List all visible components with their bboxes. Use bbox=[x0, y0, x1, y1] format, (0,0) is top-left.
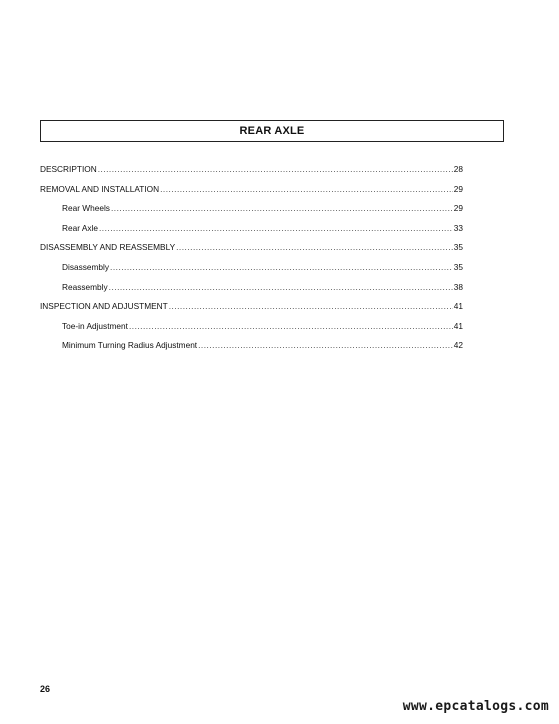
toc-entry-label: DESCRIPTION bbox=[40, 164, 97, 174]
toc-entry-label: Reassembly bbox=[62, 281, 108, 292]
toc-entry-label: INSPECTION AND ADJUSTMENT bbox=[40, 301, 168, 312]
toc-leader-dots bbox=[110, 262, 453, 272]
toc-entry-page: 35 bbox=[453, 261, 463, 272]
toc-entry-label: DISASSEMBLY AND REASSEMBLY bbox=[40, 242, 176, 253]
toc-entry-page: 42 bbox=[453, 340, 463, 351]
toc-entry-disassembly bbox=[40, 262, 463, 282]
toc-entry-page: 29 bbox=[453, 183, 463, 194]
toc-entry-label: Rear Axle bbox=[62, 222, 98, 233]
toc-entry-page: 41 bbox=[453, 320, 463, 331]
toc-entry-rear-axle bbox=[40, 223, 463, 243]
toc-entry-label: Rear Wheels bbox=[62, 203, 110, 214]
toc-entry-label: REMOVAL AND INSTALLATION bbox=[40, 183, 160, 194]
toc-leader-dots bbox=[169, 301, 453, 311]
toc-entry-page: 28 bbox=[453, 164, 463, 174]
toc-entry-rear-wheels bbox=[40, 203, 463, 223]
toc-entry-page: 29 bbox=[453, 203, 463, 214]
toc-entry-toe-in-adjustment bbox=[40, 321, 463, 341]
toc-leader-dots bbox=[176, 242, 453, 252]
table-of-contents bbox=[40, 164, 463, 360]
watermark: www.epcatalogs.com bbox=[402, 699, 549, 714]
toc-entry-label: Minimum Turning Radius Adjustment bbox=[62, 340, 198, 351]
toc-leader-dots bbox=[99, 223, 453, 233]
toc-entry-label: Toe-in Adjustment bbox=[62, 320, 128, 331]
page-number: 26 bbox=[40, 684, 51, 694]
toc-entry-minimum-turning-radius bbox=[40, 340, 463, 360]
toc-leader-dots bbox=[111, 203, 453, 213]
toc-entry-page: 38 bbox=[453, 281, 463, 292]
toc-entry-page: 41 bbox=[453, 301, 463, 312]
toc-entry-page: 35 bbox=[453, 242, 463, 253]
toc-entry-inspection-adjustment bbox=[40, 301, 463, 321]
toc-leader-dots bbox=[98, 164, 453, 174]
toc-entry-removal-installation bbox=[40, 184, 463, 204]
toc-leader-dots bbox=[109, 282, 453, 292]
toc-entry-reassembly bbox=[40, 282, 463, 302]
section-title: REAR AXLE bbox=[239, 125, 305, 137]
toc-leader-dots bbox=[129, 321, 453, 331]
section-title-box bbox=[40, 120, 504, 142]
toc-entry-disassembly-reassembly bbox=[40, 242, 463, 262]
toc-entry-description bbox=[40, 164, 463, 184]
toc-entry-label: Disassembly bbox=[62, 261, 110, 272]
toc-entry-page: 33 bbox=[453, 222, 463, 233]
toc-leader-dots bbox=[198, 340, 453, 350]
toc-leader-dots bbox=[160, 184, 453, 194]
